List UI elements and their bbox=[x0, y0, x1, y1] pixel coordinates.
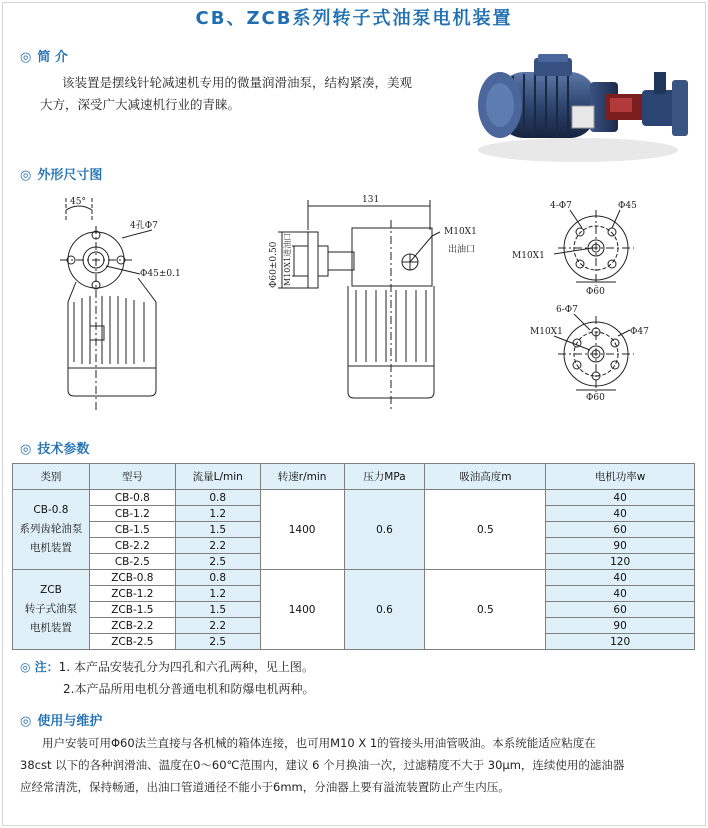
intro-line-2: 大方，深受广大减速机行业的青睐。 bbox=[40, 97, 241, 112]
usage-heading: 使用与维护 bbox=[37, 714, 103, 729]
notes-label: 注： bbox=[34, 660, 59, 674]
power-cell: 90 bbox=[546, 618, 695, 634]
power-cell: 40 bbox=[546, 490, 695, 506]
flow-cell: 1.2 bbox=[175, 586, 260, 602]
double-circle-icon: ◎ bbox=[20, 168, 32, 183]
label-dia45: Φ45 bbox=[618, 201, 637, 211]
label-length-131: 131 bbox=[362, 195, 380, 205]
header-suction: 吸油高度m bbox=[425, 464, 546, 490]
header-flow: 流量L/min bbox=[175, 464, 260, 490]
category-line: 转子式油泵 bbox=[24, 603, 78, 615]
intro-heading: 简 介 bbox=[37, 50, 68, 65]
power-cell: 120 bbox=[546, 554, 695, 570]
page-title: CB、ZCB系列转子式油泵电机装置 bbox=[195, 8, 513, 29]
label-m10x1-outlet: M10X1 bbox=[444, 227, 477, 237]
drawing-side-view bbox=[278, 200, 440, 412]
category-line: CB-0.8 bbox=[33, 504, 69, 516]
usage-line-1: 用户安装可用Φ60法兰直接与各机械的箱体连接，也可用M10 X 1的管接头用油管吸油。本系统能适应粘度在 bbox=[42, 736, 596, 750]
flow-cell: 1.5 bbox=[175, 522, 260, 538]
label-dia45-tol: Φ45±0.1 bbox=[140, 269, 181, 279]
header-pressure: 压力MPa bbox=[344, 464, 425, 490]
flow-cell: 0.8 bbox=[175, 490, 260, 506]
header-model: 型号 bbox=[89, 464, 175, 490]
flow-cell: 2.2 bbox=[175, 618, 260, 634]
category-cell bbox=[13, 490, 90, 570]
label-angle: 45° bbox=[70, 197, 86, 207]
usage-line-3: 应经常清洗，保持畅通，出油口管道通径不能小于6mm，分油器上要有溢流装置防止产生内压。 bbox=[20, 780, 510, 794]
dimension-drawings bbox=[30, 190, 680, 420]
label-dia60-tol: Φ60±0.50 bbox=[269, 241, 279, 288]
specs-heading: 技术参数 bbox=[37, 442, 90, 457]
label-oil-inlet: M10X1进油口 bbox=[283, 232, 292, 286]
flow-cell: 1.2 bbox=[175, 506, 260, 522]
model-cell: CB-1.2 bbox=[89, 506, 175, 522]
label-holes-4: 4孔Φ7 bbox=[130, 221, 158, 231]
flow-cell: 0.8 bbox=[175, 570, 260, 586]
power-cell: 40 bbox=[546, 586, 695, 602]
section-heading-usage bbox=[20, 710, 102, 729]
suction-cell: 0.5 bbox=[425, 490, 546, 570]
category-line: 电机装置 bbox=[29, 542, 72, 554]
model-cell: CB-1.5 bbox=[89, 522, 175, 538]
category-line: 系列齿轮油泵 bbox=[19, 523, 83, 535]
header-power: 电机功率w bbox=[546, 464, 695, 490]
model-cell: CB-2.2 bbox=[89, 538, 175, 554]
power-cell: 60 bbox=[546, 522, 695, 538]
category-line: 电机装置 bbox=[29, 622, 72, 634]
notes-block bbox=[20, 656, 314, 700]
model-cell: CB-0.8 bbox=[89, 490, 175, 506]
label-m10x1c: M10X1 bbox=[530, 327, 563, 337]
label-m10x1b: M10X1 bbox=[512, 251, 545, 261]
power-cell: 40 bbox=[546, 570, 695, 586]
label-holes-6: 6-Φ7 bbox=[556, 305, 578, 315]
motor-product-image bbox=[468, 50, 694, 168]
double-circle-icon: ◎ bbox=[20, 714, 32, 729]
model-cell: ZCB-2.5 bbox=[89, 634, 175, 650]
category-cell bbox=[13, 570, 90, 650]
header-speed: 转速r/min bbox=[260, 464, 344, 490]
note-line-1 bbox=[20, 656, 314, 678]
drawing-flange-4-hole bbox=[554, 210, 634, 286]
note-item-1: 1. 本产品安装孔分为四孔和六孔两种，见上图。 bbox=[58, 660, 314, 674]
section-heading-specs bbox=[20, 438, 89, 457]
power-cell: 120 bbox=[546, 634, 695, 650]
model-cell: CB-2.5 bbox=[89, 554, 175, 570]
intro-line-1: 该装置是摆线针轮减速机专用的微量润滑油泵，结构紧凑，美观 bbox=[62, 75, 413, 90]
flow-cell: 2.5 bbox=[175, 554, 260, 570]
label-dia47: Φ47 bbox=[630, 327, 649, 337]
section-heading-intro bbox=[20, 46, 68, 65]
table-row bbox=[13, 570, 695, 586]
model-cell: ZCB-1.2 bbox=[89, 586, 175, 602]
model-cell: ZCB-2.2 bbox=[89, 618, 175, 634]
power-cell: 90 bbox=[546, 538, 695, 554]
drawing-flange-6-hole bbox=[554, 314, 634, 392]
usage-line-2: 38cst 以下的各种润滑油、温度在0～60℃范围内，建议 6 个月换油一次，过滤精度不大于 30μm，连续使用的滤油器 bbox=[20, 758, 625, 772]
usage-text bbox=[20, 732, 696, 798]
note-item-2: 2.本产品所用电机分普通电机和防爆电机两种。 bbox=[63, 682, 315, 696]
table-header-row bbox=[13, 464, 695, 490]
speed-cell: 1400 bbox=[260, 570, 344, 650]
double-circle-icon: ◎ bbox=[20, 660, 35, 674]
power-cell: 60 bbox=[546, 602, 695, 618]
category-line: ZCB bbox=[40, 584, 62, 596]
label-holes-4b: 4-Φ7 bbox=[550, 201, 572, 211]
label-dia60a: Φ60 bbox=[586, 287, 605, 297]
flow-cell: 2.5 bbox=[175, 634, 260, 650]
double-circle-icon: ◎ bbox=[20, 442, 32, 457]
table-row bbox=[13, 490, 695, 506]
model-cell: ZCB-0.8 bbox=[89, 570, 175, 586]
double-circle-icon: ◎ bbox=[20, 50, 32, 65]
power-cell: 40 bbox=[546, 506, 695, 522]
pressure-cell: 0.6 bbox=[344, 490, 425, 570]
spec-table bbox=[12, 463, 695, 650]
section-heading-dimensions bbox=[20, 164, 102, 183]
suction-cell: 0.5 bbox=[425, 570, 546, 650]
flow-cell: 1.5 bbox=[175, 602, 260, 618]
label-outlet: 出油口 bbox=[448, 245, 476, 255]
header-category: 类别 bbox=[13, 464, 90, 490]
intro-text bbox=[40, 72, 413, 116]
dimensions-heading: 外形尺寸图 bbox=[37, 168, 103, 183]
flow-cell: 2.2 bbox=[175, 538, 260, 554]
pressure-cell: 0.6 bbox=[344, 570, 425, 650]
model-cell: ZCB-1.5 bbox=[89, 602, 175, 618]
label-dia60b: Φ60 bbox=[586, 393, 605, 403]
speed-cell: 1400 bbox=[260, 490, 344, 570]
